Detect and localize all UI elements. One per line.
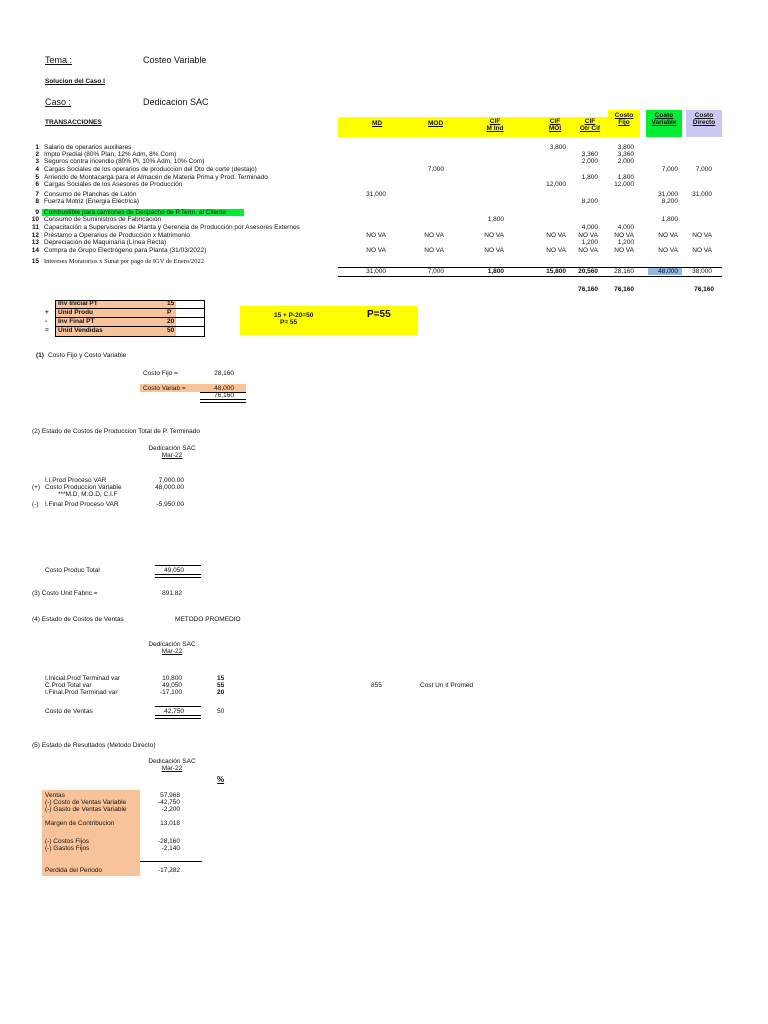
row-value-dir: NO VA (692, 232, 712, 239)
total-mind: 1,800 (487, 268, 504, 275)
s4-total-val: 42,750 (164, 708, 184, 715)
s2-line-label: I.I.Prod Proceso VAR (45, 477, 107, 484)
row-number: 7 (35, 191, 39, 198)
inventory-value: 20 (167, 318, 175, 325)
row-value-dir: 31,000 (692, 191, 712, 198)
caso-label: Caso : (45, 97, 72, 107)
tema-label: Tema : (45, 55, 73, 65)
row-value-mind: NO VA (484, 232, 504, 239)
s5-result-rule (140, 861, 202, 862)
s4-line-value: 49,050 (162, 682, 182, 689)
row-value-mod: 7,000 (427, 166, 444, 173)
totals-rule-bottom (338, 276, 722, 277)
s4-total-double-rule (155, 715, 201, 719)
row-number: 3 (35, 158, 39, 165)
calc-result: P=55 (367, 309, 391, 320)
row-number: 15 (31, 258, 39, 265)
row-value-fijo: 3,360 (617, 151, 634, 158)
row-description: Capacitación a Supervisores de Planta y Gerencia de Producción por Asesores Externos (44, 224, 300, 231)
inventory-value: 50 (167, 327, 175, 334)
grand-moi-otr: 76,160 (578, 286, 598, 293)
calc-box (240, 306, 418, 335)
row-number: 13 (31, 239, 39, 246)
s2-total-label: Costo Produc Total (45, 567, 100, 574)
row-value-fijo: 4,000 (617, 224, 634, 231)
total-moi: 15,800 (546, 268, 566, 275)
s5-cv-label: (-) Costo de Ventas Variable (45, 799, 127, 806)
s5-mc-val: 13,018 (160, 820, 180, 827)
row-description: Impto Predial (80% Plan, 12% Adm, 8% Com) (44, 151, 177, 158)
s4-method: METODO PROMEDIO (175, 616, 241, 623)
s4-unit-cost-val: 855 (371, 682, 382, 689)
caso-value: Dedicacion SAC (143, 97, 209, 107)
s1-fijo-val: 28,160 (214, 370, 234, 377)
inventory-value: P (167, 309, 172, 316)
row-value-otr: 1,800 (581, 174, 598, 181)
s5-ventas-val: 57,968 (160, 792, 180, 799)
s1-title: Costo Fijo y Costo Variable (48, 352, 127, 359)
s4-line-label: C.Prod Total var (45, 682, 92, 689)
row-description: Cargas Sociales de los operarios de produccion del Dto de corte (destajo) (44, 166, 257, 173)
inventory-op: = (45, 327, 49, 334)
grand-fijo-var: 76,160 (614, 286, 634, 293)
col-costo-fijo: Costo Fijo (614, 112, 634, 126)
s2-company: Dedicación SAC (148, 445, 196, 452)
row-number: 5 (35, 174, 39, 181)
row-description: Cargas Sociales de los Asesores de Producción (44, 181, 183, 188)
row-value-otr: 4,000 (581, 224, 598, 231)
s5-cv-val: -42,750 (157, 799, 180, 806)
row-description: Combustible para camiones de Despacho de P.Term. al Cliente (44, 209, 226, 216)
row-description: Intereses Moratorios x Sunat por pago de IGV de Enero/2022 (44, 258, 204, 265)
row-value-fijo: 1,800 (617, 174, 634, 181)
s1-var-label: Costo Variab = (143, 385, 186, 392)
s2-line-label: I.Final Prod Proceso VAR (45, 501, 119, 508)
solucion-title: Solucion del Caso I (45, 78, 105, 85)
row-description: Depreciación de Maquinaria (Línea Recta) (44, 239, 167, 246)
inventory-value: 15 (167, 300, 175, 307)
col-md: MD (372, 120, 383, 127)
row-number: 8 (35, 198, 39, 205)
row-description: Salario de operarios auxiliares (44, 144, 132, 151)
row-value-moi: NO VA (546, 232, 566, 239)
s4-total-units: 50 (217, 708, 225, 715)
s4-line-units: 15 (217, 675, 225, 682)
row-description: Compra de Grupo Electrógeno para Planta (31/03/2022) (44, 247, 207, 254)
inventory-op: - (45, 318, 48, 325)
s2-total-rule (155, 565, 201, 566)
s2-title: (2) Estado de Costos de Produccion Total de P. Terminado (32, 428, 201, 435)
s4-line-label: I.Inicial.Prod Terminad var (45, 675, 121, 682)
row-number: 1 (35, 144, 39, 151)
s4-unit-cost-label: Cost Un it Promed (420, 682, 474, 689)
row-value-md: NO VA (366, 247, 386, 254)
row-number: 10 (31, 216, 39, 223)
col-costo-variable: Costo Variable (651, 112, 677, 126)
row-value-var: 31,000 (658, 191, 678, 198)
s2-line-label: ***M.D, M.O.D, C.I.F (58, 491, 118, 498)
row-value-fijo: NO VA (614, 247, 634, 254)
s2-total-double-rule (155, 574, 201, 578)
transacciones-label: TRANSACCIONES (45, 119, 102, 126)
row-value-mod: NO VA (424, 247, 444, 254)
row-value-var: 7,000 (661, 166, 678, 173)
s2-line-value: 48,000.00 (155, 484, 184, 491)
row-value-moi: 12,000 (546, 181, 566, 188)
col-cif-mind: CIF M Ind (486, 118, 504, 132)
s5-ventas-label: Ventas (45, 792, 65, 799)
row-value-var: NO VA (658, 247, 678, 254)
s5-pp-val: -17,282 (157, 867, 180, 874)
s5-gf-label: (-) Gastos Fijos (45, 845, 90, 852)
row-description: Préstamo a Operarios de Producción x Matrimonio (44, 232, 190, 239)
s1-total: 76,160 (214, 392, 234, 399)
row-value-md: NO VA (366, 232, 386, 239)
s1-num: (1) (36, 352, 44, 359)
row-value-otr: NO VA (578, 232, 598, 239)
row-value-fijo: 1,200 (617, 239, 634, 246)
total-md: 31,000 (366, 268, 386, 275)
s5-mc-label: Margen de Contribucion (45, 820, 115, 827)
inventory-label: Unid Produ (58, 309, 94, 316)
s4-line-value: 10,800 (162, 675, 182, 682)
row-value-moi: NO VA (546, 247, 566, 254)
row-description: Arriendo de Montacarga para el Almacén de Materia Prima y Prod. Terminado (44, 174, 268, 181)
row-description: Fuerza Motriz (Energia Eléctrica) (44, 198, 139, 205)
s5-gf-val: -2,140 (161, 845, 180, 852)
row-description: Consumo de Planchas de Latón (44, 191, 137, 198)
col-cif-moi: CIF MOI (548, 118, 562, 132)
row-value-fijo: 2,000 (617, 158, 634, 165)
row-value-var: NO VA (658, 232, 678, 239)
total-fijo: 28,160 (614, 268, 634, 275)
row-number: 11 (32, 224, 39, 231)
row-value-otr: 3,360 (581, 151, 598, 158)
row-value-mind: NO VA (484, 247, 504, 254)
row-value-mod: NO VA (424, 232, 444, 239)
row-value-fijo: NO VA (614, 232, 634, 239)
inventory-label: Unid Vendidas (58, 327, 103, 334)
row-description: Seguros contra incendio (80% Pl, 10% Adm, 10% Com) (44, 158, 205, 165)
row-value-moi: 3,800 (549, 144, 566, 151)
row-value-md: 31,000 (366, 191, 386, 198)
s1-fijo-label: Costo Fijo = (143, 370, 178, 377)
row-number: 4 (35, 166, 39, 173)
s5-cf-val: -28,160 (157, 838, 180, 845)
row-value-dir: NO VA (692, 247, 712, 254)
row-value-var: 1,800 (661, 216, 678, 223)
s2-line-op: (-) (32, 501, 39, 508)
s5-gv-label: (-) Gasto de Ventas Variable (45, 806, 127, 813)
s2-line-value: 7,000.00 (158, 477, 184, 484)
grand-dir: 76,160 (694, 286, 714, 293)
s2-total-val: 49,050 (164, 567, 184, 574)
row-value-mind: 1,800 (487, 216, 504, 223)
calc-line-1: 15 + P-20=50 (274, 312, 314, 319)
row-number: 9 (35, 209, 39, 216)
s5-period: Mar-22 (161, 765, 183, 772)
row-value-otr: NO VA (578, 247, 598, 254)
s5-pct: % (217, 775, 225, 784)
s4-title: (4) Estado de Costos de Ventas (32, 616, 124, 623)
s3-label: (3) Costo Unit Fabric = (32, 590, 98, 597)
row-value-var: 8,200 (661, 198, 678, 205)
row-value-fijo: 3,800 (617, 144, 634, 151)
row-description: Consumo de Suministros de Fabricación (44, 216, 162, 223)
s1-var-val: 48,000 (214, 385, 234, 392)
total-otr: 20,560 (578, 268, 598, 275)
inventory-label: Inv Final PT (58, 318, 95, 325)
s5-gv-val: -2,200 (161, 806, 180, 813)
col-costo-directo: Costo Directo (692, 112, 716, 126)
s4-line-value: -17,100 (159, 689, 182, 696)
row-value-otr: 1,200 (581, 239, 598, 246)
s3-val: 891.82 (162, 590, 182, 597)
s5-cf-label: (-) Costos Fijos (45, 838, 90, 845)
s4-line-label: I.Final.Prod Terminad var (45, 689, 118, 696)
tema-value: Costeo Variable (143, 55, 207, 65)
col-mod: MOD (428, 120, 444, 127)
s4-total-rule (155, 706, 201, 707)
col-cif-otr: CIF Otr Cif (579, 118, 601, 132)
s5-company: Dedicación SAC (148, 758, 196, 765)
row-number: 12 (31, 232, 39, 239)
s2-line-op: (+) (32, 484, 41, 491)
s1-double-rule (200, 399, 246, 403)
calc-line-2: P= 55 (280, 319, 298, 326)
s2-period: Mar-22 (161, 452, 183, 459)
s4-line-units: 20 (217, 689, 225, 696)
total-mod: 7,000 (427, 268, 444, 275)
total-var: 48,000 (658, 268, 678, 275)
row-value-dir: 7,000 (695, 166, 712, 173)
s5-title: (5) Estado de Resultados (Metodo Directo) (32, 742, 156, 749)
s2-line-label: Costo Produccion Variable (45, 484, 122, 491)
row-number: 6 (35, 181, 39, 188)
s5-pp-label: Perdida del Periodo (45, 867, 103, 874)
row-number: 14 (31, 247, 39, 254)
s4-company: Dedicación SAC (148, 641, 196, 648)
s2-line-value: -5,950.00 (156, 501, 184, 508)
s4-line-units: 55 (217, 682, 225, 689)
row-value-fijo: 12,000 (614, 181, 634, 188)
inventory-op: + (45, 309, 49, 316)
row-number: 2 (35, 151, 39, 158)
s4-total-label: Costo de Ventas (45, 708, 93, 715)
total-dir: 38,000 (692, 268, 712, 275)
s4-period: Mar-22 (161, 648, 183, 655)
inventory-label: Inv Inicial PT (58, 300, 98, 307)
row-value-otr: 8,200 (581, 198, 598, 205)
row-value-otr: 2,000 (581, 158, 598, 165)
